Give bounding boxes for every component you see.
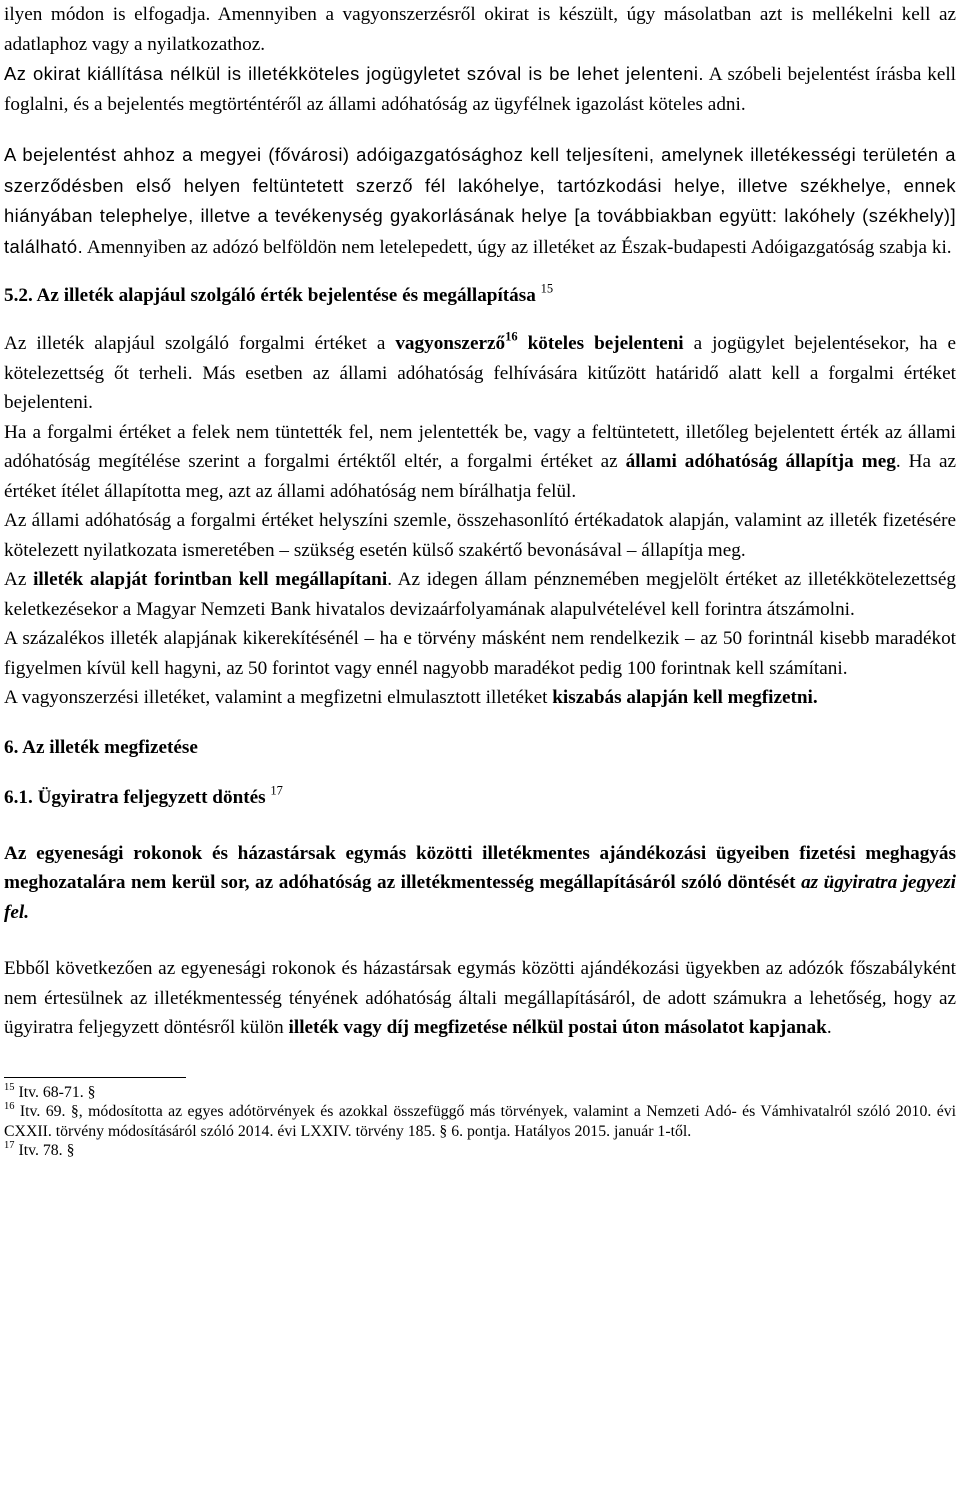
- bold-span: Az egyenesági rokonok és házastársak egymás közötti illetékmentes ajándékozási ügyeiben fizetési meghagyás meghozatalára nem kerül sor, az adóhatóság az illetékmentesség megállapításáról szóló döntését: [4, 842, 956, 893]
- document-page: [4, 0, 956, 1161]
- footnote-17: [4, 1141, 956, 1161]
- text-span: Az állami adóhatóság a forgalmi értéket helyszíni szemle, összehasonlító értékadatok alapján, valamint az illeték fizetésére kötelezett nyilatkozata ismeretében – szükség esetén külső szakértő bevonásával – állapítja meg.: [4, 510, 956, 561]
- text-span: .: [826, 1017, 832, 1038]
- footnote-number: 17: [4, 1139, 15, 1151]
- footnote-ref: 17: [270, 783, 283, 797]
- footnote-text: Itv. 69. §, módosította az egyes adótörvények és azokkal összefüggő más törvények, valamint a Nemzeti Adó- és Vámhivatalról szóló 2010. évi CXXII. törvény módosításáról szóló 2014. évi LXXIV. törvény 185. § 6. pontja. Hatályos 2015. január 1-től.: [4, 1103, 956, 1140]
- footnote-number: 15: [4, 1081, 15, 1093]
- heading-6-1: [4, 783, 956, 812]
- text-span: Ha a forgalmi értéket a felek nem tüntették fel, nem jelentették be, vagy a feltüntetett, illetőleg bejelentett érték az állami adóhatóság megítélése szerint a forgalmi értéktől eltér, a forgalmi értéket az: [4, 421, 956, 472]
- heading-text: 6.1. Ügyiratra feljegyzett döntés: [4, 786, 266, 808]
- bold-span: kiszabás alapján kell megfizetni.: [552, 687, 818, 708]
- paragraph-assessment: [4, 683, 956, 713]
- text-span: Ebből következően az egyenesági rokonok és házastársak egymás közötti ajándékozási ügyekben az adózók főszabályként nem értesülnek az illetékmentesség tényének adóhatóság általi megállapításáról, de adott számukra a lehetőség, hogy az ügyiratra feljegyzett döntésről külön: [4, 958, 956, 1038]
- paragraph-exempt-gifts: [4, 839, 956, 928]
- bold-span: köteles bejelenteni: [517, 333, 684, 354]
- text-span: A vagyonszerzési illetéket, valamint a megfizetni elmulasztott illetéket: [4, 687, 553, 708]
- text-span: A százalékos illeték alapjának kikerekítésénél – ha e törvény másként nem rendelkezik – az 50 forintnál kisebb maradékot figyelmen kívül kell hagyni, az 50 forintot vagy ennél nagyobb maradékot pedig 100 forintnak kell számítani.: [4, 628, 956, 679]
- paragraph-inspection: [4, 506, 956, 565]
- bold-span: vagyonszerző: [395, 333, 506, 354]
- paragraph-forint-base: [4, 565, 956, 624]
- heading-6: [4, 733, 956, 762]
- text-span: Az okirat kiállítása nélkül is illetékköteles jogügyletet szóval is be lehet jelenteni.: [4, 63, 704, 84]
- footnote-15: [4, 1083, 956, 1103]
- bold-span: illeték alapját forintban kell megállapítani: [33, 569, 388, 590]
- paragraph-authority-determination: [4, 418, 956, 507]
- text-span: . Ha az értéket ítélet állapította meg, azt az állami adóhatóság nem bírálhatja felül.: [4, 451, 956, 502]
- text-span: Az: [4, 569, 34, 590]
- heading-5-2: [4, 281, 956, 310]
- text-span: . Az idegen állam pénznemében megjelölt értéket az illetékkötelezettség keletkezésekor a Magyar Nemzeti Bank hivatalos devizaárfolyamának alapulvételével kell forintra átszámolni.: [4, 569, 956, 620]
- paragraph-rounding: [4, 624, 956, 683]
- bold-span: illeték vagy díj megfizetése nélkül postai úton másolatot kapjanak: [288, 1017, 827, 1038]
- paragraph-copy-request: [4, 954, 956, 1043]
- paragraph-value-reporting: [4, 329, 956, 418]
- text-span: A bejelentést ahhoz a megyei (fővárosi) adóigazgatósághoz kell teljesíteni, amelynek illetékességi területén a szerződésben első helyen feltüntetett szerző fél lakóhelye, tartózkodási helye, illetve székhelye, ennek hiányában telephelye, illetve a tevékenység gyakorlásának helye [a továbbiakban együtt: lakóhely (székhely)] található.: [4, 144, 956, 257]
- footnote-text: Itv. 68-71. §: [14, 1083, 96, 1101]
- heading-text: 5.2. Az illeték alapjául szolgáló érték bejelentése és megállapítása: [4, 285, 536, 306]
- footnote-ref: 15: [540, 281, 554, 296]
- paragraph-copy-attachment: [4, 0, 956, 59]
- footnote-separator: [4, 1077, 186, 1078]
- paragraph-competent-authority: [4, 140, 956, 262]
- paragraph-oral-report: [4, 59, 956, 119]
- footnote-ref: 16: [505, 329, 518, 344]
- text-span: Amennyiben az adózó belföldön nem letelepedett, úgy az illetéket az Észak-budapesti Adóigazgatóság szabja ki.: [83, 236, 952, 258]
- bold-italic-span: az ügyiratra jegyezi fel.: [4, 872, 957, 923]
- footnote-16: [4, 1102, 956, 1141]
- text-span: Az illeték alapjául szolgáló forgalmi értéket a: [4, 333, 396, 354]
- footnote-text: Itv. 78. §: [14, 1142, 75, 1159]
- text-span: a jogügylet bejelentésekor, ha e kötelezettség őt terheli. Más esetben az állami adóhatóság felhívására kitűzött határidő alatt kell a forgalmi értéket bejelenteni.: [4, 333, 956, 413]
- bold-span: állami adóhatóság állapítja meg: [625, 451, 896, 472]
- text-span: A szóbeli bejelentést írásba kell foglalni, és a bejelentés megtörténtéről az állami adóhatóság az ügyfélnek igazolást köteles adni.: [4, 64, 957, 115]
- text-span: ilyen módon is elfogadja. Amennyiben a vagyonszerzésről okirat is készült, úgy másolatban azt is mellékelni kell az adatlaphoz vagy a nyilatkozathoz.: [4, 4, 956, 55]
- heading-text: 6. Az illeték megfizetése: [4, 736, 198, 758]
- footnote-number: 16: [4, 1100, 15, 1112]
